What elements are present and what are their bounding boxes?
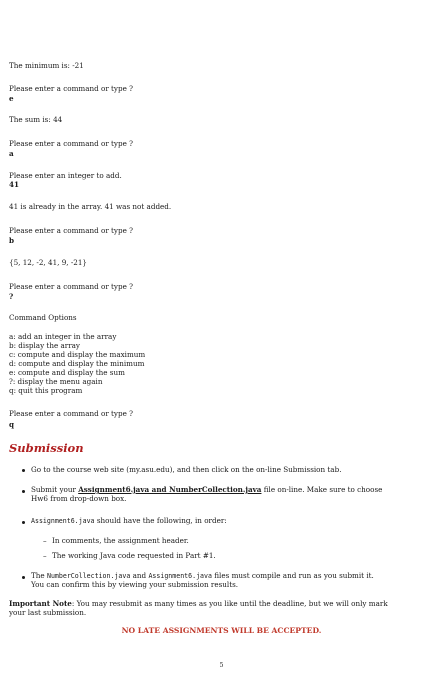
bullet-icon	[22, 469, 25, 472]
user-input: ?	[9, 292, 14, 301]
submission-heading: Submission	[9, 441, 84, 455]
command-prompt: Please enter a command or type ?	[9, 84, 133, 93]
instruction-text: and	[130, 571, 149, 580]
duplicate-message: 41 is already in the array. 41 was not added.	[9, 202, 172, 211]
instruction-text: You can confirm this by viewing your submission results.	[31, 580, 239, 589]
code-filename: NumberCollection.java	[46, 572, 131, 580]
user-input: 41	[9, 180, 20, 189]
file-names: Assignment6.java and NumberCollection.java	[78, 485, 262, 494]
bullet-icon	[22, 576, 25, 579]
instruction-item	[31, 516, 227, 525]
dash-icon: –	[43, 536, 47, 545]
page-number: 5	[219, 662, 224, 669]
instruction-text: The	[31, 571, 47, 580]
option-item: b: display the array	[9, 341, 80, 350]
user-input: b	[9, 236, 15, 245]
integer-prompt: Please enter an integer to add.	[9, 171, 122, 180]
array-output: {5, 12, -2, 41, 9, -21}	[9, 258, 88, 267]
dash-icon: –	[43, 551, 47, 560]
bullet-icon	[22, 490, 25, 493]
user-input: q	[9, 420, 15, 429]
instruction-text: file on-line. Make sure to choose	[261, 485, 383, 494]
late-policy: NO LATE ASSIGNMENTS WILL BE ACCEPTED.	[121, 626, 322, 635]
option-item: e: compute and display the sum	[9, 368, 125, 377]
command-prompt: Please enter a command or type ?	[9, 139, 133, 148]
user-input: e	[9, 94, 14, 103]
option-item: c: compute and display the maximum	[9, 350, 146, 359]
option-item: a: add an integer in the array	[9, 332, 117, 341]
option-item: ?: display the menu again	[9, 377, 103, 386]
instruction-text: Hw6 from drop-down box.	[31, 494, 127, 503]
instruction-text: should have the following, in order:	[94, 516, 227, 525]
note-text: your last submission.	[9, 608, 87, 617]
sub-item: In comments, the assignment header.	[52, 536, 189, 545]
instruction-text: files must compile and run as you submit it.	[211, 571, 374, 580]
sub-item: The working Java code requested in Part #1.	[52, 551, 216, 560]
instruction-item: Go to the course web site (my.asu.edu), and then click on the on-line Submission tab.	[31, 465, 342, 474]
note-label: Important Note	[9, 599, 72, 608]
command-prompt: Please enter a command or type ?	[9, 282, 133, 291]
option-item: q: quit this program	[9, 386, 83, 395]
user-input: a	[9, 149, 14, 158]
code-filename: Assignment6.java	[31, 517, 95, 525]
bullet-icon	[22, 521, 25, 524]
command-prompt: Please enter a command or type ?	[9, 409, 133, 418]
options-title: Command Options	[9, 313, 77, 322]
instruction-text: Submit your	[31, 485, 79, 494]
command-prompt: Please enter a command or type ?	[9, 226, 133, 235]
important-note	[9, 599, 388, 608]
instruction-item	[31, 571, 374, 580]
minimum-output: The minimum is: -21	[9, 61, 84, 70]
instruction-item	[31, 485, 382, 494]
option-item: d: compute and display the minimum	[9, 359, 145, 368]
note-text: : You may resubmit as many times as you like until the deadline, but we will only mark	[71, 599, 388, 608]
sum-output: The sum is: 44	[9, 115, 63, 124]
code-filename: Assignment6.java	[148, 572, 212, 580]
